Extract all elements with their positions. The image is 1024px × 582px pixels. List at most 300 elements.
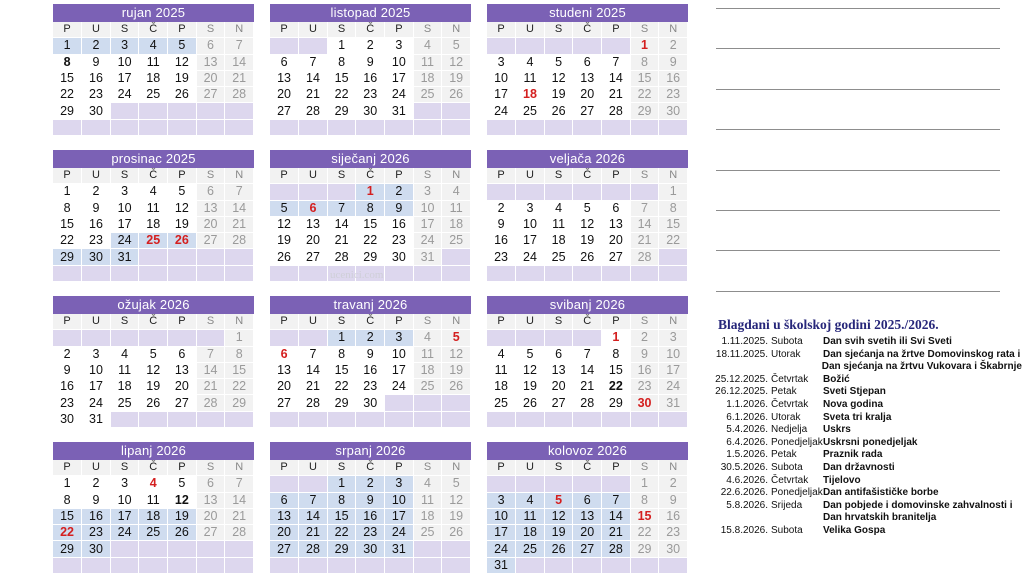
weekday-header: S [544, 460, 573, 476]
day-cell: 20 [270, 379, 299, 395]
day-cell: 10 [110, 200, 139, 216]
weekday-header: N [225, 168, 254, 184]
day-cell: 16 [53, 379, 82, 395]
day-cell: 20 [602, 233, 631, 249]
day-cell: 4 [516, 54, 545, 70]
weekday-header: U [299, 460, 328, 476]
empty-day-cell [487, 265, 516, 281]
empty-day-cell [385, 395, 414, 411]
day-cell: 7 [602, 54, 631, 70]
day-cell: 27 [196, 525, 225, 541]
day-cell: 29 [327, 103, 356, 119]
day-cell: 3 [659, 330, 688, 346]
day-cell: 25 [413, 87, 442, 103]
weekday-header: S [630, 460, 659, 476]
day-cell: 19 [516, 379, 545, 395]
weekday-header: Č [139, 460, 168, 476]
day-cell: 30 [356, 103, 385, 119]
day-cell: 2 [385, 184, 414, 200]
day-cell: 23 [659, 87, 688, 103]
weekday-header: S [196, 22, 225, 38]
empty-day-cell [573, 184, 602, 200]
day-cell: 27 [196, 87, 225, 103]
holiday-row [702, 512, 1022, 525]
day-cell: 27 [573, 103, 602, 119]
holiday-name: Dan hrvatskih branitelja [823, 512, 937, 524]
day-cell: 12 [442, 346, 471, 362]
empty-day-cell [270, 119, 299, 135]
month-calendar [270, 296, 471, 428]
weekday-header: S [630, 22, 659, 38]
day-cell: 10 [487, 70, 516, 86]
weekday-header: S [630, 314, 659, 330]
day-cell: 13 [602, 216, 631, 232]
day-cell: 2 [356, 330, 385, 346]
day-cell: 8 [327, 346, 356, 362]
empty-day-cell [299, 265, 328, 281]
day-cell: 31 [385, 103, 414, 119]
empty-day-cell [442, 395, 471, 411]
day-cell: 28 [630, 249, 659, 265]
day-cell: 24 [110, 525, 139, 541]
day-cell: 13 [196, 200, 225, 216]
empty-day-cell [139, 265, 168, 281]
empty-day-cell [516, 265, 545, 281]
day-cell: 8 [327, 54, 356, 70]
empty-day-cell [573, 330, 602, 346]
day-cell: 1 [53, 38, 82, 54]
day-cell: 1 [53, 184, 82, 200]
weekday-header: U [299, 168, 328, 184]
day-cell: 22 [602, 379, 631, 395]
month-title: studeni 2025 [487, 4, 688, 22]
weekday-header: Č [139, 168, 168, 184]
day-cell: 30 [53, 411, 82, 427]
day-cell: 5 [168, 38, 197, 54]
day-cell: 8 [53, 200, 82, 216]
day-cell: 25 [544, 249, 573, 265]
day-cell: 21 [299, 525, 328, 541]
day-cell: 28 [299, 395, 328, 411]
empty-day-cell [573, 557, 602, 573]
day-cell: 19 [442, 362, 471, 378]
empty-day-cell [270, 476, 299, 492]
day-cell: 24 [385, 379, 414, 395]
day-cell: 18 [487, 379, 516, 395]
empty-day-cell [602, 184, 631, 200]
empty-day-cell [544, 265, 573, 281]
day-cell: 21 [299, 87, 328, 103]
holiday-date: 1.11.2025. [721, 336, 768, 347]
holiday-row [702, 424, 1022, 437]
day-cell: 30 [82, 249, 111, 265]
month-title: travanj 2026 [270, 296, 471, 314]
empty-day-cell [630, 557, 659, 573]
holiday-date: 6.1.2026. [726, 411, 768, 423]
empty-day-cell [602, 265, 631, 281]
weekday-header: Č [139, 314, 168, 330]
day-cell: 15 [53, 216, 82, 232]
holiday-name: Dan pobjede i domovinske zahvalnosti i [823, 499, 1013, 511]
day-cell: 20 [299, 233, 328, 249]
month-calendar [53, 4, 254, 136]
day-cell: 14 [602, 70, 631, 86]
empty-day-cell [659, 411, 688, 427]
day-cell: 16 [385, 216, 414, 232]
empty-day-cell [487, 38, 516, 54]
holiday-weekday: Petak [771, 449, 797, 461]
day-cell: 5 [442, 38, 471, 54]
day-cell: 25 [516, 103, 545, 119]
day-cell: 16 [356, 362, 385, 378]
day-cell: 2 [82, 476, 111, 492]
day-cell: 16 [659, 508, 688, 524]
day-cell: 23 [82, 525, 111, 541]
day-cell: 25 [487, 395, 516, 411]
day-cell: 29 [327, 541, 356, 557]
day-cell: 16 [356, 70, 385, 86]
day-cell: 15 [327, 362, 356, 378]
empty-day-cell [573, 265, 602, 281]
day-cell: 15 [327, 70, 356, 86]
day-cell: 28 [327, 249, 356, 265]
notes-lines [716, 0, 1000, 300]
day-cell: 24 [487, 103, 516, 119]
empty-day-cell [196, 249, 225, 265]
month-calendar [487, 150, 688, 282]
holiday-row [702, 462, 1022, 475]
day-cell: 15 [630, 70, 659, 86]
note-line [716, 250, 1000, 251]
day-cell: 22 [630, 87, 659, 103]
day-cell: 11 [413, 54, 442, 70]
empty-day-cell [139, 119, 168, 135]
day-cell: 26 [168, 233, 197, 249]
weekday-header: N [659, 168, 688, 184]
weekday-header: P [168, 314, 197, 330]
weekday-header: P [168, 22, 197, 38]
day-cell: 8 [602, 346, 631, 362]
day-cell: 17 [487, 525, 516, 541]
day-cell: 2 [487, 200, 516, 216]
empty-day-cell [327, 119, 356, 135]
day-cell: 14 [602, 508, 631, 524]
empty-day-cell [225, 119, 254, 135]
weekday-header: N [225, 314, 254, 330]
empty-day-cell [413, 541, 442, 557]
day-cell: 5 [544, 54, 573, 70]
day-cell: 26 [442, 379, 471, 395]
day-cell: 14 [327, 216, 356, 232]
month-title: siječanj 2026 [270, 150, 471, 168]
day-cell: 23 [356, 525, 385, 541]
holiday-date: 5.8.2026. [726, 499, 768, 511]
day-cell: 9 [487, 216, 516, 232]
day-cell: 17 [487, 87, 516, 103]
day-cell: 20 [168, 379, 197, 395]
day-cell: 4 [139, 184, 168, 200]
day-cell: 20 [196, 70, 225, 86]
day-cell: 31 [110, 249, 139, 265]
day-cell: 26 [168, 525, 197, 541]
day-cell: 9 [356, 346, 385, 362]
day-cell: 21 [299, 379, 328, 395]
day-cell: 6 [270, 54, 299, 70]
holiday-weekday: Nedjelja [771, 424, 808, 436]
holiday-row [702, 487, 1022, 500]
day-cell: 10 [385, 54, 414, 70]
day-cell: 24 [110, 87, 139, 103]
day-cell: 9 [659, 54, 688, 70]
day-cell: 10 [110, 492, 139, 508]
day-cell: 1 [630, 38, 659, 54]
weekday-header: S [544, 314, 573, 330]
holiday-row [702, 475, 1022, 488]
day-cell: 23 [659, 525, 688, 541]
weekday-header: P [385, 314, 414, 330]
day-cell: 5 [544, 492, 573, 508]
day-cell: 7 [225, 38, 254, 54]
month-calendar [270, 4, 471, 136]
holiday-row [702, 386, 1022, 399]
day-cell: 15 [630, 508, 659, 524]
empty-day-cell [630, 119, 659, 135]
day-cell: 4 [110, 346, 139, 362]
month-title: prosinac 2025 [53, 150, 254, 168]
day-cell: 25 [516, 541, 545, 557]
empty-day-cell [544, 557, 573, 573]
day-cell: 10 [110, 54, 139, 70]
holiday-row [702, 412, 1022, 425]
empty-day-cell [168, 265, 197, 281]
day-cell: 2 [630, 330, 659, 346]
day-cell: 29 [53, 541, 82, 557]
note-line [716, 170, 1000, 171]
day-cell: 15 [327, 508, 356, 524]
day-cell: 8 [225, 346, 254, 362]
day-cell: 14 [573, 362, 602, 378]
day-cell: 12 [168, 492, 197, 508]
holiday-weekday: Utorak [771, 348, 801, 360]
day-cell: 11 [139, 54, 168, 70]
empty-day-cell [327, 411, 356, 427]
empty-day-cell [110, 265, 139, 281]
day-cell: 6 [196, 184, 225, 200]
day-cell: 17 [413, 216, 442, 232]
day-cell: 22 [630, 525, 659, 541]
day-cell: 2 [356, 476, 385, 492]
day-cell: 9 [630, 346, 659, 362]
day-cell: 9 [385, 200, 414, 216]
day-cell: 4 [139, 476, 168, 492]
weekday-header: N [659, 22, 688, 38]
day-cell: 25 [139, 233, 168, 249]
day-cell: 30 [659, 541, 688, 557]
weekday-header: P [487, 22, 516, 38]
day-cell: 29 [630, 541, 659, 557]
day-cell: 17 [659, 362, 688, 378]
day-cell: 18 [516, 525, 545, 541]
day-cell: 12 [544, 70, 573, 86]
day-cell: 30 [659, 103, 688, 119]
day-cell: 21 [225, 508, 254, 524]
empty-day-cell [299, 476, 328, 492]
empty-day-cell [413, 265, 442, 281]
month-title: ožujak 2026 [53, 296, 254, 314]
day-cell: 15 [53, 70, 82, 86]
day-cell: 11 [544, 216, 573, 232]
weekday-header: P [602, 168, 631, 184]
day-cell: 25 [413, 525, 442, 541]
empty-day-cell [270, 330, 299, 346]
weekday-header: Č [573, 314, 602, 330]
weekday-header: Č [356, 168, 385, 184]
weekday-header: P [270, 168, 299, 184]
holiday-name: Velika Gospa [823, 524, 886, 536]
day-cell: 1 [356, 184, 385, 200]
weekday-header: U [516, 22, 545, 38]
day-cell: 3 [385, 38, 414, 54]
month-title: listopad 2025 [270, 4, 471, 22]
empty-day-cell [53, 265, 82, 281]
holiday-weekday: Utorak [771, 411, 801, 423]
day-cell: 25 [442, 233, 471, 249]
weekday-header: N [659, 314, 688, 330]
day-cell: 18 [413, 70, 442, 86]
day-cell: 18 [139, 508, 168, 524]
empty-day-cell [487, 184, 516, 200]
day-cell: 14 [299, 362, 328, 378]
empty-day-cell [168, 557, 197, 573]
day-cell: 4 [487, 346, 516, 362]
day-cell: 6 [196, 38, 225, 54]
day-cell: 21 [630, 233, 659, 249]
empty-day-cell [544, 330, 573, 346]
empty-day-cell [356, 119, 385, 135]
holiday-weekday: Subota [771, 336, 803, 347]
day-cell: 2 [82, 38, 111, 54]
weekday-header: P [487, 168, 516, 184]
empty-day-cell [110, 557, 139, 573]
day-cell: 18 [544, 233, 573, 249]
day-cell: 23 [356, 87, 385, 103]
weekday-header: U [299, 314, 328, 330]
day-cell: 28 [225, 233, 254, 249]
empty-day-cell [196, 411, 225, 427]
holiday-name: Uskrsni ponedjeljak [823, 436, 918, 448]
weekday-header: S [544, 168, 573, 184]
month-title: veljača 2026 [487, 150, 688, 168]
empty-day-cell [544, 119, 573, 135]
empty-day-cell [196, 103, 225, 119]
day-cell: 5 [442, 330, 471, 346]
empty-day-cell [196, 119, 225, 135]
month-calendar [270, 442, 471, 574]
day-cell: 11 [139, 492, 168, 508]
day-cell: 6 [544, 346, 573, 362]
day-cell: 21 [602, 525, 631, 541]
empty-day-cell [573, 38, 602, 54]
day-cell: 22 [327, 87, 356, 103]
empty-day-cell [442, 265, 471, 281]
day-cell: 21 [327, 233, 356, 249]
day-cell: 13 [573, 70, 602, 86]
day-cell: 4 [544, 200, 573, 216]
day-cell: 6 [196, 476, 225, 492]
weekday-header: P [602, 314, 631, 330]
day-cell: 16 [487, 233, 516, 249]
empty-day-cell [573, 119, 602, 135]
empty-day-cell [659, 249, 688, 265]
day-cell: 3 [487, 54, 516, 70]
holiday-name: Uskrs [823, 424, 851, 436]
empty-day-cell [573, 411, 602, 427]
day-cell: 31 [385, 541, 414, 557]
day-cell: 23 [630, 379, 659, 395]
day-cell: 17 [516, 233, 545, 249]
empty-day-cell [139, 330, 168, 346]
day-cell: 3 [82, 346, 111, 362]
day-cell: 30 [385, 249, 414, 265]
day-cell: 30 [82, 103, 111, 119]
day-cell: 11 [516, 508, 545, 524]
holiday-date: 25.12.2025. [715, 373, 768, 385]
empty-day-cell [602, 411, 631, 427]
day-cell: 14 [630, 216, 659, 232]
day-cell: 15 [225, 362, 254, 378]
day-cell: 20 [196, 216, 225, 232]
empty-day-cell [110, 541, 139, 557]
empty-day-cell [139, 103, 168, 119]
day-cell: 12 [442, 492, 471, 508]
empty-day-cell [82, 330, 111, 346]
holiday-date: 22.6.2026. [720, 487, 768, 499]
weekday-header: P [53, 460, 82, 476]
day-cell: 18 [139, 216, 168, 232]
month-calendar [53, 150, 254, 282]
day-cell: 8 [53, 492, 82, 508]
day-cell: 10 [413, 200, 442, 216]
day-cell: 19 [442, 70, 471, 86]
day-cell: 1 [327, 476, 356, 492]
holiday-weekday: Subota [771, 461, 803, 473]
day-cell: 26 [573, 249, 602, 265]
day-cell: 18 [413, 508, 442, 524]
holiday-name: Tijelovo [823, 474, 861, 486]
empty-day-cell [53, 557, 82, 573]
day-cell: 7 [630, 200, 659, 216]
empty-day-cell [487, 330, 516, 346]
weekday-header: Č [573, 22, 602, 38]
weekday-header: S [327, 22, 356, 38]
weekday-header: S [110, 22, 139, 38]
weekday-header: Č [356, 22, 385, 38]
empty-day-cell [327, 184, 356, 200]
day-cell: 26 [544, 541, 573, 557]
empty-day-cell [544, 38, 573, 54]
day-cell: 27 [270, 395, 299, 411]
day-cell: 7 [299, 54, 328, 70]
empty-day-cell [110, 330, 139, 346]
day-cell: 26 [516, 395, 545, 411]
day-cell: 21 [573, 379, 602, 395]
day-cell: 11 [516, 70, 545, 86]
empty-day-cell [442, 557, 471, 573]
weekday-header: U [299, 22, 328, 38]
empty-day-cell [225, 265, 254, 281]
day-cell: 28 [602, 103, 631, 119]
day-cell: 24 [659, 379, 688, 395]
